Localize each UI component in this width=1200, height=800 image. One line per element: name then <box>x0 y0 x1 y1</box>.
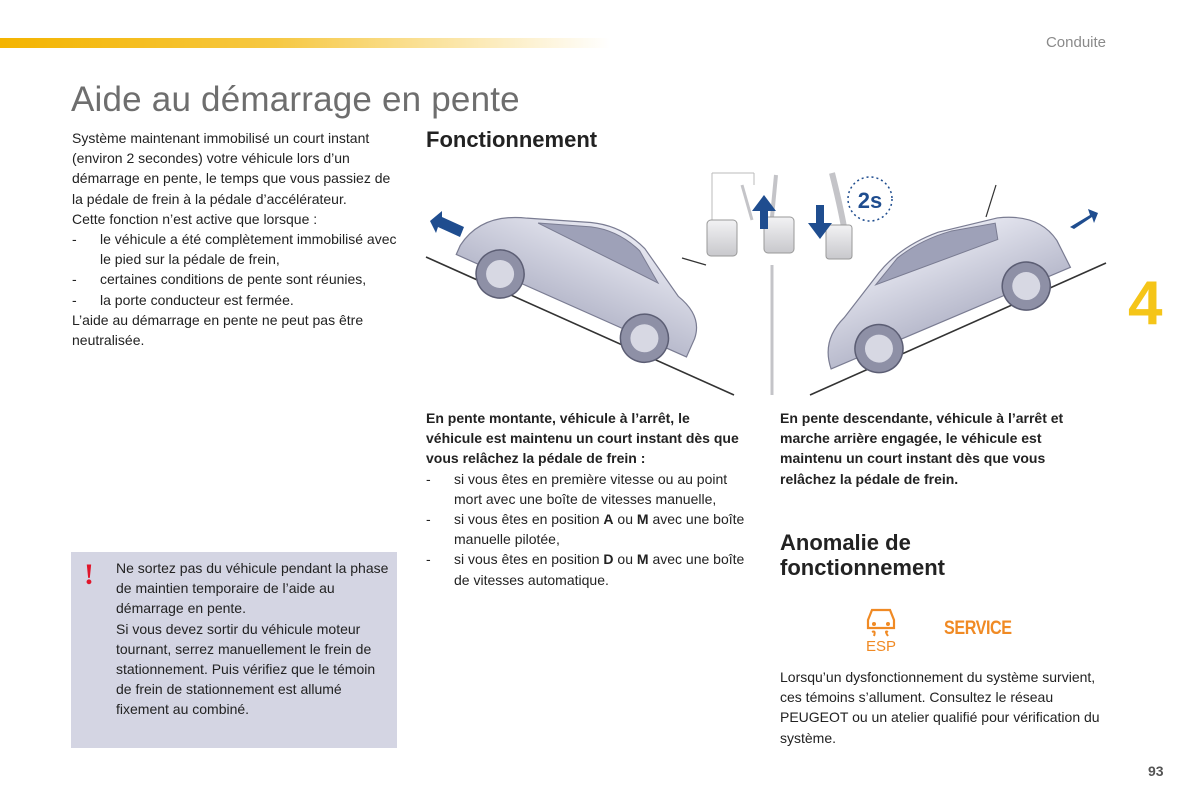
intro-paragraph: Système maintenant immobilisé un court instant (environ 2 secondes) votre véhicule lors d’un démarrage en pente, le temps que vous passiez de la pédale de frein à la pédale d’accélérateur. <box>72 130 391 207</box>
accelerator-pedal <box>826 225 852 259</box>
page-number: 93 <box>1148 763 1164 779</box>
page-title: Aide au démarrage en pente <box>71 80 520 119</box>
intro-column <box>72 128 402 350</box>
arrow-right-icon <box>1070 209 1098 229</box>
timer-label: 2s <box>857 188 883 213</box>
chapter-number: 4 <box>1128 269 1163 338</box>
section-name: Conduite <box>1045 34 1106 51</box>
warning-box <box>71 552 397 748</box>
header-accent-bar <box>0 38 610 48</box>
list-item: - si vous êtes en position A ou M avec une boîte manuelle pilotée, <box>426 509 746 549</box>
arrow-left-icon <box>430 211 464 237</box>
hill-start-illustration <box>424 165 1110 397</box>
clutch-pedal <box>707 220 737 256</box>
uphill-car-scene <box>426 174 734 395</box>
list-item: - le véhicule a été complètement immobilisé avec le pied sur la pédale de frein, <box>72 229 402 269</box>
esp-icon <box>860 600 902 654</box>
list-item: - si vous êtes en première vitesse ou au point mort avec une boîte de vitesses manuelle, <box>426 469 746 509</box>
fonctionnement-heading: Fonctionnement <box>426 127 598 152</box>
service-icon: SERVICE <box>944 618 1012 639</box>
conditions-intro: Cette fonction n’est active que lorsque : <box>72 210 318 227</box>
exclamation-icon: ! <box>84 558 94 591</box>
list-item: - si vous êtes en position D ou M avec une boîte de vitesses automatique. <box>426 549 746 589</box>
anomalie-text: Lorsqu’un dysfonctionnement du système survient, ces témoins s’allument. Consultez le réseau PEUGEOT ou un atelier qualifié pour vérification du système. <box>780 669 1100 746</box>
uphill-lead: En pente montante, véhicule à l’arrêt, le véhicule est maintenu un court instant dès que vous relâchez la pédale de frein : <box>426 410 739 467</box>
list-item: - la porte conducteur est fermée. <box>72 290 402 310</box>
warning-text-2: Si vous devez sortir du véhicule moteur tournant, serrez manuellement le frein de stationnement. Puis vérifiez que le témoin de frein de stationnement est allumé fixement au combiné. <box>116 620 376 718</box>
car-rear-view <box>446 174 722 379</box>
warning-lamps <box>860 600 1060 656</box>
esp-label: ESP <box>865 638 897 654</box>
warning-text <box>116 558 391 720</box>
warning-text-1: Ne sortez pas du véhicule pendant la phase de maintien temporaire de l’aide au démarrage en pente. <box>116 560 389 617</box>
anomalie-heading: Anomalie de fonctionnement <box>780 530 945 580</box>
conditions-list <box>72 229 402 310</box>
uphill-list <box>426 469 746 590</box>
uphill-caption <box>426 408 746 590</box>
downhill-caption: En pente descendante, véhicule à l’arrêt et marche arrière engagée, le véhicule est maintenu un court instant dès que vous relâchez la pédale de frein. <box>780 410 1064 487</box>
list-item: - certaines conditions de pente sont réunies, <box>72 269 402 289</box>
neutralisation-note: L’aide au démarrage en pente ne peut pas être neutralisée. <box>72 311 364 349</box>
brake-pedal <box>764 217 794 253</box>
